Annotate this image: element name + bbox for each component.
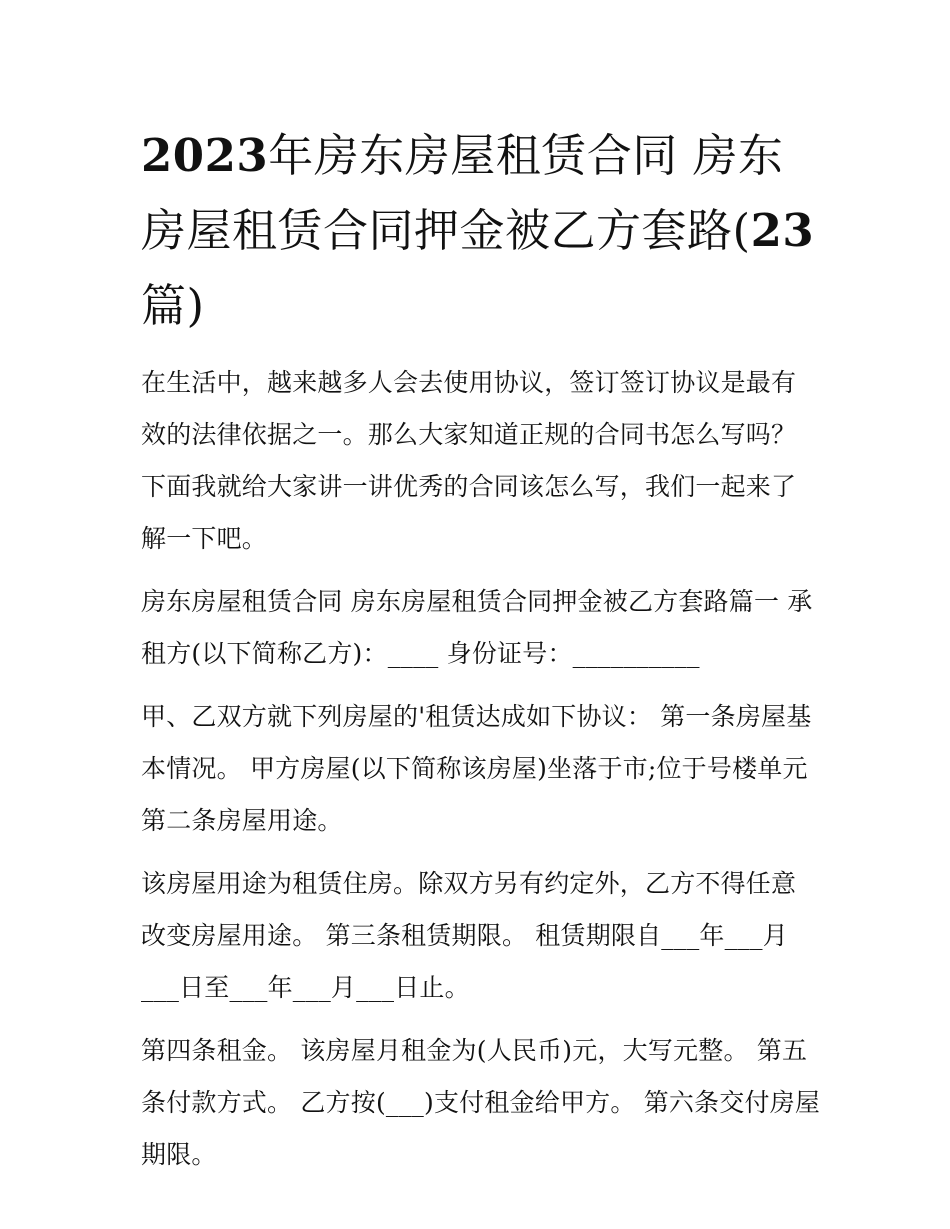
document-paragraphs (141, 357, 821, 1181)
document-title: 2023年房东房屋租赁合同 房东房屋租赁合同押金被乙方套路(23篇) (141, 129, 815, 332)
document-body (141, 118, 821, 1192)
paragraph-tenant-info: 房东房屋租赁合同 房东房屋租赁合同押金被乙方套路篇一 承租方(以下简称乙方)：____ 身份证号：__________ (141, 587, 813, 668)
paragraph-intro: 在生活中，越来越多人会去使用协议，签订签订协议是最有效的法律依据之一。那么大家知道正规的合同书怎么写吗？下面我就给大家讲一讲优秀的合同该怎么写，我们一起来了解一下吧。 (141, 368, 797, 553)
paragraph-rent-payment: 第四条租金。 该房屋月租金为(人民币)元，大写元整。 第五条付款方式。 乙方按(___)支付租金给甲方。 第六条交付房屋期限。 (141, 1036, 821, 1169)
paragraph-usage-term: 该房屋用途为租赁住房。除双方另有约定外，乙方不得任意改变房屋用途。 第三条租赁期限。 租赁期限自___年___月___日至___年___月___日止。 (141, 869, 797, 1002)
paragraph-property-info: 甲、乙双方就下列房屋的'租赁达成如下协议： 第一条房屋基本情况。 甲方房屋(以下简称该房屋)坐落于市;位于号楼单元第二条房屋用途。 (141, 702, 812, 835)
